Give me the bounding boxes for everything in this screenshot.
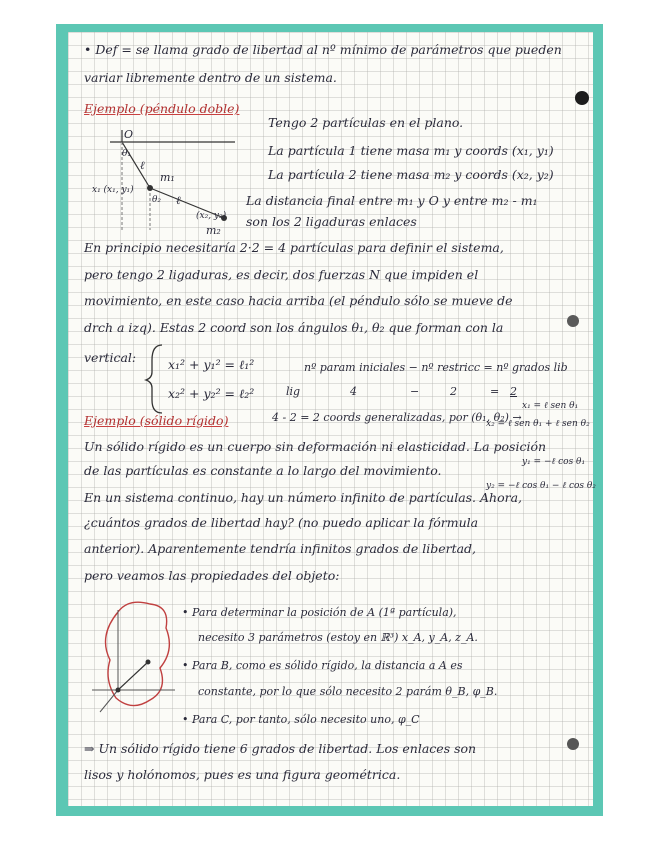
conclusion-line-1: ⇒ Un sólido rígido tiene 6 grados de libertad. Los enlaces son: [84, 741, 477, 756]
bullet-2a: • Para B, como es sólido rígido, la distancia a A es: [182, 659, 463, 672]
mass2-label: m₂: [206, 224, 221, 237]
paragraph-line-5: vertical:: [84, 350, 137, 365]
solid-line-6: pero veamos las propiedades del objeto:: [84, 568, 340, 583]
side-formula-y1: y₁ = −ℓ cos θ₁: [522, 457, 586, 467]
pendulum-text-5: son los 2 ligaduras enlaces: [246, 214, 417, 229]
definition-line-2: variar libremente dentro de un sistema.: [84, 70, 337, 85]
table-value-2: 2: [450, 385, 457, 398]
constraint-eq-1: x₁² + y₁² = ℓ₁²: [168, 357, 255, 372]
conclusion-line-2: lisos y holónomos, pues es una figura geométrica.: [84, 767, 401, 782]
bullet-1b: necesito 3 parámetros (estoy en ℝ³) x_A, y_A, z_A.: [198, 631, 478, 644]
side-formula-x2: x₂ = ℓ sen θ₁ + ℓ sen θ₂: [486, 419, 590, 429]
paragraph-line-2: pero tengo 2 ligaduras, es decir, dos fuerzas N que impiden el: [84, 267, 479, 282]
pendulum-text-4: La distancia final entre m₁ y O y entre m₂ - m₁: [246, 193, 538, 208]
theta2-label: θ₂: [152, 195, 162, 205]
table-row-label: lig: [286, 385, 301, 398]
paragraph-line-4: drch a izq). Estas 2 coord son los ángulos θ₁, θ₂ que forman con la: [84, 320, 504, 335]
solid-line-2: de las partículas es constante a lo largo del movimiento.: [84, 463, 442, 478]
side-formula-x1: x₁ = ℓ sen θ₁: [522, 401, 579, 411]
table-operator-2: =: [490, 385, 500, 398]
definition-line-1: • Def = se llama grado de libertad al nº mínimo de parámetros que pueden: [84, 42, 562, 57]
bullet-2b: constante, por lo que sólo necesito 2 parám θ_B, φ_B.: [198, 685, 498, 698]
bullet-3: • Para C, por tanto, sólo necesito uno, φ_C: [182, 713, 420, 726]
example-title-rigid-solid: Ejemplo (sólido rígido): [84, 413, 229, 428]
point1-label: x₁ (x₁, y₁): [92, 185, 134, 195]
side-formula-y2: y₂ = −ℓ cos θ₁ − ℓ cos θ₂: [486, 481, 596, 491]
point2-label: (x₂, y₂): [196, 211, 227, 221]
pendulum-text-1: Tengo 2 partículas en el plano.: [268, 115, 464, 130]
solid-line-3: En un sistema continuo, hay un número infinito de partículas. Ahora,: [84, 490, 523, 505]
length1-label: ℓ: [140, 159, 145, 172]
example-title-double-pendulum: Ejemplo (péndulo doble): [84, 101, 240, 116]
table-value-1: 4: [350, 385, 357, 398]
theta1-label: θ₁: [122, 149, 132, 159]
paragraph-line-3: movimiento, en este caso hacia arriba (el péndulo sólo se mueve de: [84, 293, 513, 308]
pendulum-text-2: La partícula 1 tiene masa m₁ y coords (x₁, y₁): [268, 143, 554, 158]
pendulum-text-3: La partícula 2 tiene masa m₂ y coords (x₂, y₂): [268, 167, 554, 182]
length2-label: ℓ: [176, 194, 181, 207]
solid-line-5: anterior). Aparentemente tendría infinitos grados de libertad,: [84, 541, 477, 556]
mass1-label: m₁: [160, 171, 175, 184]
constraint-eq-2: x₂² + y₂² = ℓ₂²: [168, 386, 255, 401]
table-header: nº param iniciales − nº restricc = nº grados lib: [304, 361, 568, 374]
bullet-1a: • Para determinar la posición de A (1ª partícula),: [182, 606, 457, 619]
origin-label: O: [124, 128, 134, 141]
table-operator-1: −: [410, 385, 420, 398]
paragraph-line-1: En principio necesitaría 2·2 = 4 partículas para definir el sistema,: [84, 240, 504, 255]
generalized-coords-line: 4 - 2 = 2 coords generalizadas, por (θ₁, θ₂) →: [272, 411, 522, 424]
solid-line-1: Un sólido rígido es un cuerpo sin deformación ni elasticidad. La posición: [84, 439, 547, 454]
solid-line-4: ¿cuántos grados de libertad hay? (no puedo aplicar la fórmula: [84, 515, 479, 530]
table-value-3: 2: [510, 385, 517, 398]
